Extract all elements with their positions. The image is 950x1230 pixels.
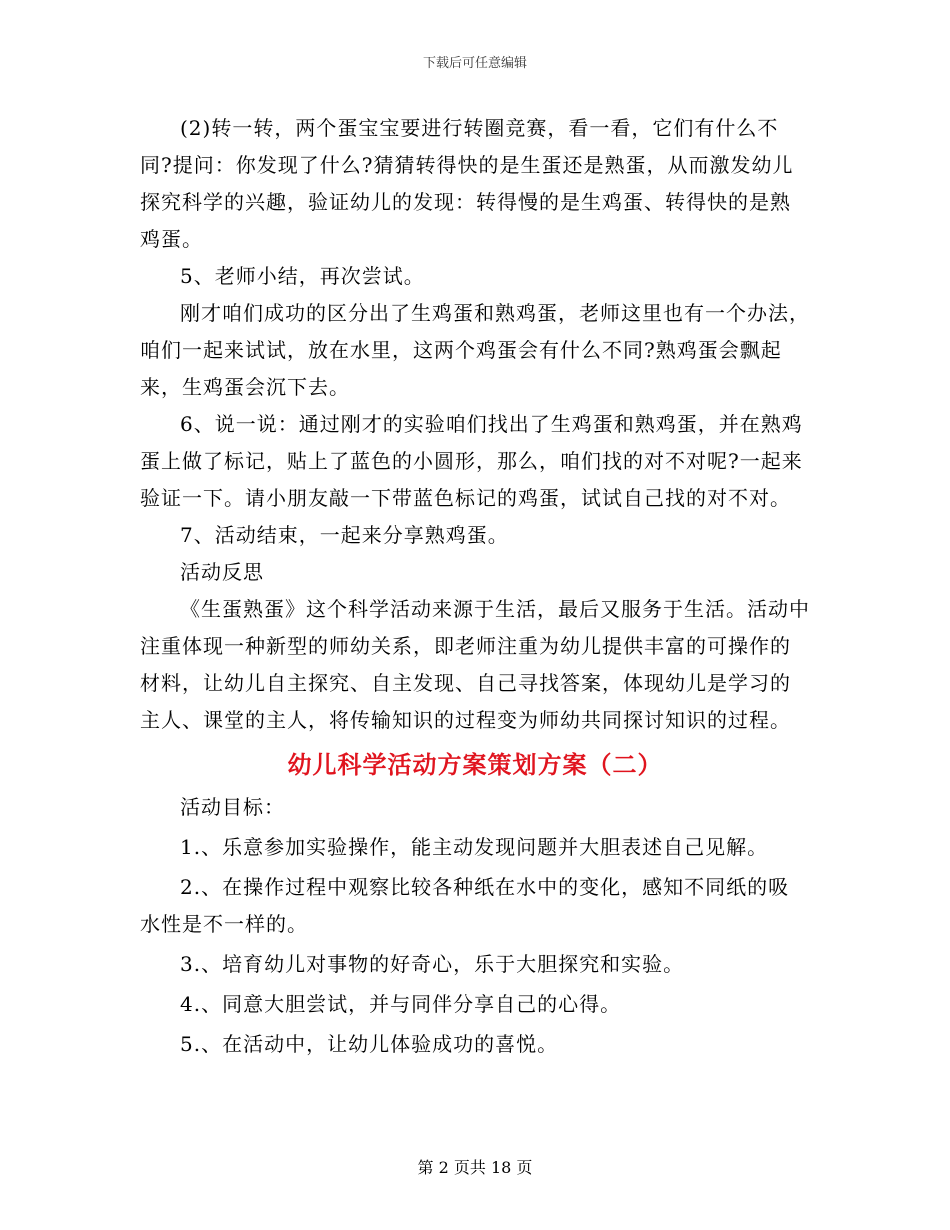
paragraph-goals-label: 活动目标： — [180, 795, 285, 819]
goal-item-5: 5.、在活动中，让幼儿体验成功的喜悦。 — [180, 1032, 559, 1056]
paragraph-step-7: 7、活动结束，一起来分享熟鸡蛋。 — [180, 523, 509, 547]
paragraph-water-test: 刚才咱们成功的区分出了生鸡蛋和熟鸡蛋，老师这里也有一个办法，咱们一起来试试，放在水里，这两个鸡蛋会有什么不同?熟鸡蛋会飘起来，生鸡蛋会沉下去。 — [140, 301, 810, 399]
document-body — [140, 110, 810, 1063]
page-header: 下载后可任意编辑 — [422, 56, 527, 71]
paragraph-step-5: 5、老师小结，再次尝试。 — [180, 264, 425, 288]
goal-item-2: 2.、在操作过程中观察比较各种纸在水中的变化，感知不同纸的吸水性是不一样的。 — [140, 875, 790, 936]
paragraph-reflection: 《生蛋熟蛋》这个科学活动来源于生活，最后又服务于生活。活动中注重体现一种新型的师幼关系，即老师注重为幼儿提供丰富的可操作的材料，让幼儿自主探究、自主发现、自己寻找答案，体现幼儿是学习的主人、课堂的主人，将传输知识的过程变为师幼共同探讨知识的过程。 — [140, 597, 810, 732]
paragraph-reflection-label: 活动反思 — [180, 560, 264, 584]
paragraph-spin-test: (2)转一转，两个蛋宝宝要进行转圈竞赛，看一看，它们有什么不同?提问：你发现了什么?猜猜转得快的是生蛋还是熟蛋，从而激发幼儿探究科学的兴趣，验证幼儿的发现：转得慢的是生鸡蛋、转得快的是熟鸡蛋。 — [140, 116, 794, 251]
page-footer: 第 2 页共 18 页 — [417, 1158, 533, 1177]
section-title: 幼儿科学活动方案策划方案（二） — [287, 750, 663, 779]
goal-item-3: 3.、培育幼儿对事物的好奇心，乐于大胆探究和实验。 — [180, 952, 685, 976]
paragraph-step-6: 6、说一说：通过刚才的实验咱们找出了生鸡蛋和熟鸡蛋，并在熟鸡蛋上做了标记，贴上了蓝色的小圆形，那么，咱们找的对不对呢?一起来验证一下。请小朋友敲一下带蓝色标记的鸡蛋，试试自己找的对不对。 — [140, 412, 803, 510]
goal-item-1: 1.、乐意参加实验操作，能主动发现问题并大胆表述自己见解。 — [180, 835, 769, 859]
goal-item-4: 4.、同意大胆尝试，并与同伴分享自己的心得。 — [180, 992, 622, 1016]
